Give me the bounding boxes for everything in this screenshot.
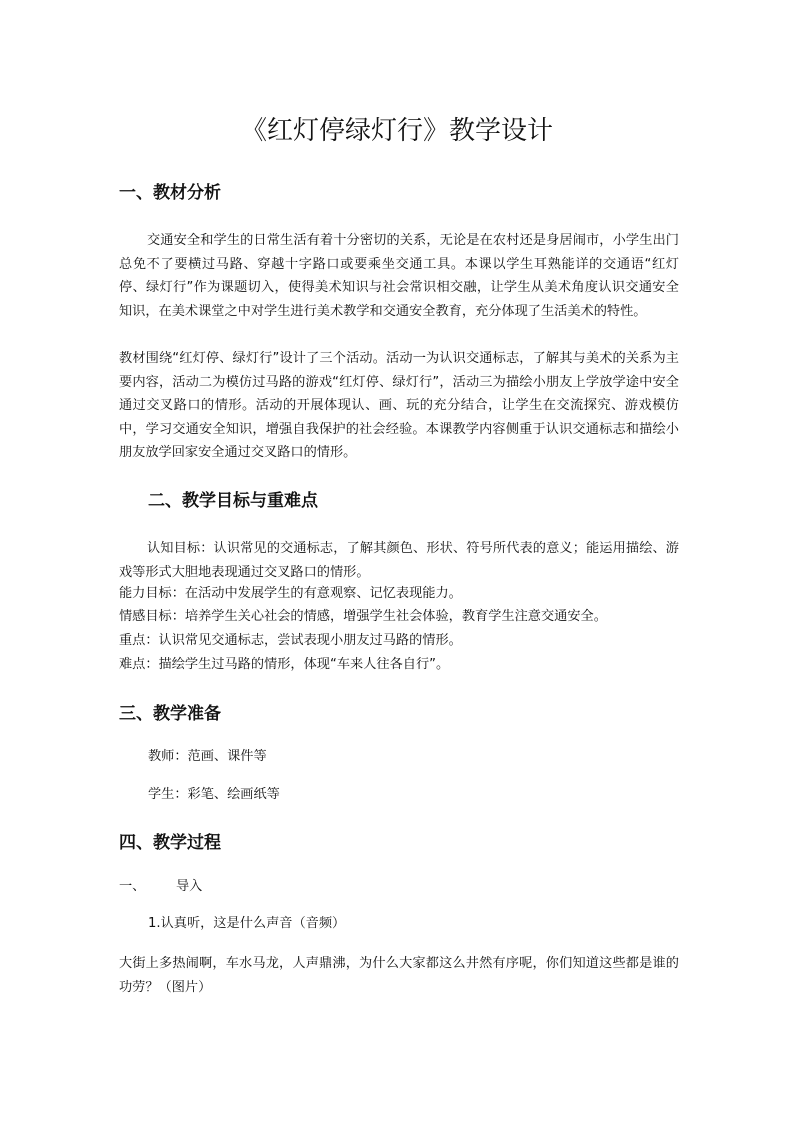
section-2-difficulty: 难点：描绘学生过马路的情形，体现“车来人往各自行”。 xyxy=(119,657,450,672)
section-2-ability-goal: 能力目标：在活动中发展学生的有意观察、记忆表现能力。 xyxy=(119,586,462,601)
document-title: 《红灯停绿灯行》教学设计 xyxy=(240,116,553,146)
process-paragraph-1: 大街上多热闹啊，车水马龙，人声鼎沸，为什么大家都这么井然有序呢，你们知道这些都是谁的功劳？（图片） xyxy=(119,956,679,995)
section-heading-1: 一、教材分析 xyxy=(119,183,221,203)
section-3-teacher-prep: 教师：范画、课件等 xyxy=(148,749,267,764)
section-2-emotion-goal: 情感目标：培养学生关心社会的情感，增强学生社会体验，教育学生注意交通安全。 xyxy=(119,609,607,624)
section-2-cognitive-goal: 认知目标：认识常见的交通标志，了解其颜色、形状、符号所代表的意义；能运用描绘、游戏等形式大胆地表现通过交叉路口的情形。 xyxy=(119,541,679,580)
section-heading-2: 二、教学目标与重难点 xyxy=(148,491,318,511)
section-heading-4: 四、教学过程 xyxy=(119,833,221,853)
section-2-key-point: 重点：认识常见交通标志，尝试表现小朋友过马路的情形。 xyxy=(119,633,462,648)
section-1-paragraph-1: 交通安全和学生的日常生活有着十分密切的关系，无论是在农村还是身居闹市，小学生出门总免不了要横过马路、穿越十字路口或要乘坐交通工具。本课以学生耳熟能详的交通语“红灯停、绿灯行”作为课题切入，使得美术知识与社会常识相交融，让学生从美术角度认识交通安全知识，在美术课堂之中对学生进行美术教学和交通安全教育，充分体现了生活美术的特性。 xyxy=(119,233,679,319)
section-1-paragraph-2: 教材围绕“红灯停、绿灯行”设计了三个活动。活动一为认识交通标志，了解其与美术的关系为主要内容，活动二为模仿过马路的游戏“红灯停、绿灯行”，活动三为描绘小朋友上学放学途中安全通过交叉路口的情形。活动的开展体现认、画、玩的充分结合，让学生在交流探究、游戏模仿中，学习交通安全知识，增强自我保护的社会经验。本课教学内容侧重于认识交通标志和描绘小朋友放学回家安全通过交叉路口的情形。 xyxy=(119,351,679,461)
subsection-number: 一、 xyxy=(119,879,146,894)
subsection-title: 导入 xyxy=(176,879,203,894)
section-3-student-prep: 学生：彩笔、绘画纸等 xyxy=(148,787,280,802)
section-heading-3: 三、教学准备 xyxy=(119,704,221,724)
process-item-1: 1.认真听，这是什么声音（音频） xyxy=(148,916,346,931)
